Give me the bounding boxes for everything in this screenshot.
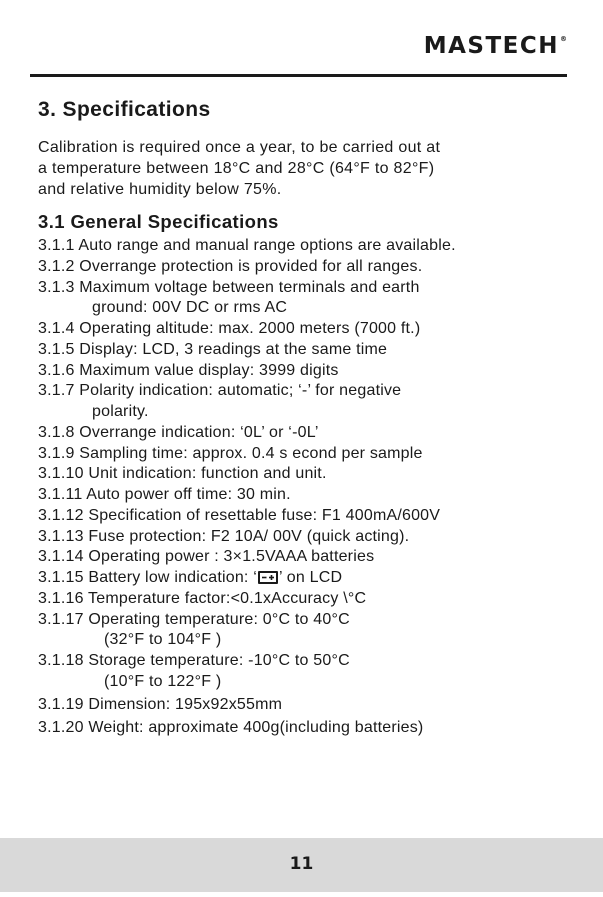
spec-item-3-1-10 bbox=[38, 464, 598, 485]
spec-item-3-1-1 bbox=[38, 236, 598, 257]
spec-text: 3.1.6 Maximum value display: 3999 digits bbox=[38, 361, 339, 379]
spec-text: 3.1.17 Operating temperature: 0°C to 40°C bbox=[38, 610, 350, 628]
spec-item-3-1-5 bbox=[38, 340, 598, 361]
page-number: 11 bbox=[289, 854, 314, 874]
spec-text: 3.1.11 Auto power off time: 30 min. bbox=[38, 486, 291, 503]
intro-paragraph bbox=[38, 137, 578, 200]
brand-name: MASTECH bbox=[423, 33, 559, 59]
battery-low-icon bbox=[258, 571, 278, 584]
spec-text-after: ’ on LCD bbox=[278, 569, 343, 586]
spec-item-3-1-19 bbox=[38, 693, 598, 716]
spec-text: 3.1.18 Storage temperature: -10°C to 50°C bbox=[38, 652, 350, 669]
spec-text: 3.1.14 Operating power : 3×1.5VAAA batteries bbox=[38, 548, 375, 566]
header-divider bbox=[30, 74, 567, 77]
intro-line: Calibration is required once a year, to be carried out at bbox=[38, 139, 441, 156]
spec-item-3-1-9 bbox=[38, 444, 598, 465]
spec-text: 3.1.1 Auto range and manual range options are available. bbox=[38, 237, 456, 254]
spec-item-3-1-6 bbox=[38, 361, 598, 382]
subsection-title: 3.1 General Specifications bbox=[38, 211, 279, 232]
spec-text: 3.1.15 Battery low indication: ‘ bbox=[38, 569, 257, 586]
spec-item-3-1-7 bbox=[38, 381, 598, 423]
page-footer bbox=[0, 838, 603, 892]
spec-continuation: polarity. bbox=[92, 403, 149, 420]
spec-item-3-1-20 bbox=[38, 716, 598, 739]
spec-text: 3.1.12 Specification of resettable fuse: F1 400mA/600V bbox=[38, 506, 441, 524]
spec-text: 3.1.20 Weight: approximate 400g(including batteries) bbox=[38, 718, 424, 736]
spec-item-3-1-2 bbox=[38, 257, 598, 278]
spec-text: 3.1.8 Overrange indication: ‘0L’ or ‘-0L’ bbox=[38, 423, 319, 441]
spec-continuation: ground: 00V DC or rms AC bbox=[92, 299, 288, 317]
spec-item-3-1-16 bbox=[38, 589, 598, 610]
registered-mark: ® bbox=[560, 35, 567, 43]
spec-item-3-1-3 bbox=[38, 278, 598, 320]
brand-logo bbox=[424, 33, 567, 59]
spec-list bbox=[38, 236, 598, 739]
spec-text: 3.1.9 Sampling time: approx. 0.4 s econd per sample bbox=[38, 444, 423, 462]
spec-item-3-1-14 bbox=[38, 547, 598, 568]
spec-item-3-1-15 bbox=[38, 568, 598, 589]
spec-item-3-1-12 bbox=[38, 506, 598, 527]
spec-text: 3.1.5 Display: LCD, 3 readings at the same time bbox=[38, 340, 388, 358]
spec-text: 3.1.4 Operating altitude: max. 2000 meters (7000 ft.) bbox=[38, 320, 421, 337]
spec-text: 3.1.10 Unit indication: function and unit. bbox=[38, 465, 327, 483]
intro-line: and relative humidity below 75%. bbox=[38, 181, 282, 198]
spec-item-3-1-17 bbox=[38, 610, 598, 652]
spec-text: 3.1.3 Maximum voltage between terminals and earth bbox=[38, 278, 420, 296]
intro-line: a temperature between 18°C and 28°C (64°F to 82°F) bbox=[38, 160, 435, 177]
section-title: 3. Specifications bbox=[38, 98, 211, 121]
spec-text: 3.1.13 Fuse protection: F2 10A/ 00V (quick acting). bbox=[38, 527, 410, 545]
spec-item-3-1-4 bbox=[38, 319, 598, 340]
spec-item-3-1-8 bbox=[38, 423, 598, 444]
spec-continuation: (10°F to 122°F ) bbox=[104, 672, 222, 690]
spec-item-3-1-13 bbox=[38, 527, 598, 548]
spec-continuation: (32°F to 104°F ) bbox=[104, 631, 222, 649]
spec-text: 3.1.16 Temperature factor:<0.1xAccuracy \°C bbox=[38, 589, 367, 607]
spec-item-3-1-11 bbox=[38, 485, 598, 506]
spec-item-3-1-18 bbox=[38, 651, 598, 693]
spec-text: 3.1.2 Overrange protection is provided for all ranges. bbox=[38, 257, 423, 275]
spec-text: 3.1.19 Dimension: 195x92x55mm bbox=[38, 695, 283, 713]
spec-text: 3.1.7 Polarity indication: automatic; ‘-’ for negative bbox=[38, 382, 402, 400]
